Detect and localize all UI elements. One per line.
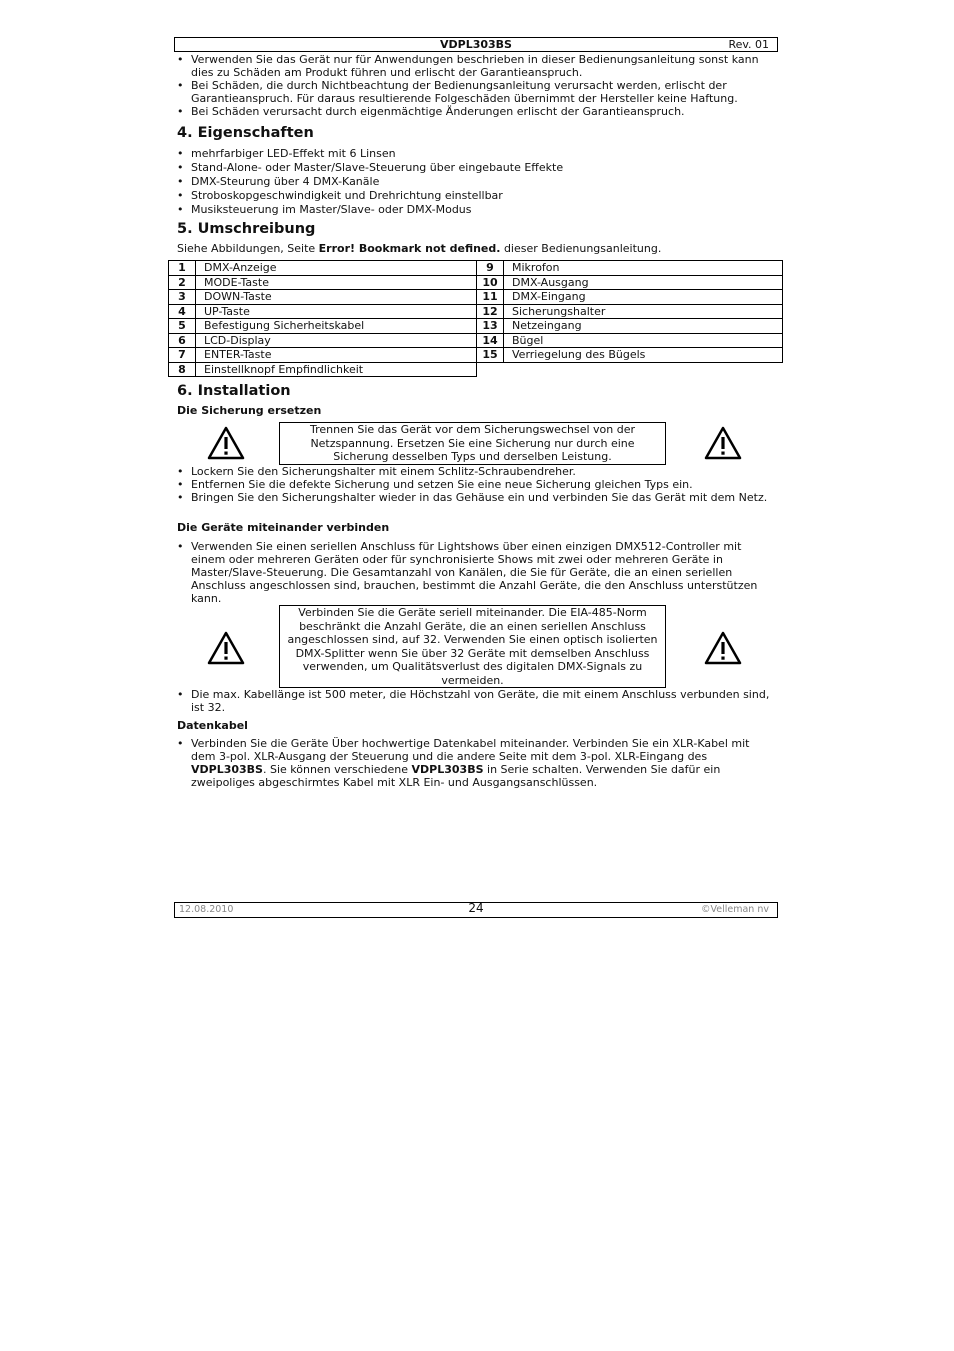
part-number: 7 (169, 348, 196, 363)
footer-date: 12.08.2010 (179, 904, 234, 915)
section-title: 5. Umschreibung (177, 221, 316, 237)
part-label: Befestigung Sicherheitskabel (196, 319, 477, 334)
table-row (477, 261, 783, 276)
list-item: • Bei Schäden, die durch Nichtbeachtung der Bedienungsanleitung verursacht werden, erlischt der Garantieanspruch. Für daraus resultierende Folgeschäden übernimmt der Hersteller keine Haftung. (177, 79, 777, 105)
part-label: DMX-Ausgang (504, 275, 783, 290)
list-item: • Verwenden Sie das Gerät nur für Anwendungen beschrieben in dieser Bedienungsanleitung sonst kann dies zu Schäden am Produkt führen und erlischt der Garantieanspruch. (177, 53, 777, 79)
list-item: • mehrfarbiger LED-Effekt mit 6 Linsen (177, 147, 777, 160)
table-row (169, 275, 477, 290)
list-item: • Stroboskopgeschwindigkeit und Drehrichtung einstellbar (177, 189, 777, 202)
page-number: 24 (468, 901, 484, 915)
part-number: 2 (169, 275, 196, 290)
text-span: in Serie schalten. Verwenden Sie dafür ein zweipoliges abgeschirmtes Kabel mit XLR Ein- und Ausgangsanschlüssen. (191, 763, 721, 789)
table-row (477, 290, 783, 305)
subsection-title: Datenkabel (177, 719, 248, 732)
list-item: • Bringen Sie den Sicherungshalter wieder in das Gehäuse ein und verbinden Sie das Gerät mit dem Netz. (177, 491, 777, 504)
part-number: 14 (477, 333, 504, 348)
part-label: Mikrofon (504, 261, 783, 276)
subsection-title: Die Sicherung ersetzen (177, 404, 322, 417)
warning-triangle-icon (207, 631, 245, 665)
part-label: DMX-Eingang (504, 290, 783, 305)
table-row (477, 304, 783, 319)
part-label: UP-Taste (196, 304, 477, 319)
bold-span: VDPL303BS (411, 763, 484, 776)
part-number: 15 (477, 348, 504, 363)
cable-list (177, 737, 777, 789)
part-number: 10 (477, 275, 504, 290)
text-span: . Sie können verschiedene (262, 763, 412, 776)
model-name: VDPL303BS (440, 38, 512, 51)
part-number: 9 (477, 261, 504, 276)
list-item: • Bei Schäden verursacht durch eigenmächtige Änderungen erlischt der Garantieanspruch. (177, 105, 777, 118)
table-row (477, 348, 783, 363)
connect-list-2 (177, 688, 777, 714)
parts-table-right (476, 260, 783, 363)
table-row (169, 304, 477, 319)
warning-box: Trennen Sie das Gerät vor dem Sicherungswechsel von der Netzspannung. Ersetzen Sie eine Sicherung nur durch eine Sicherung desselben Typs und derselben Leistung. (279, 422, 666, 465)
part-label: Netzeingang (504, 319, 783, 334)
fuse-steps-list (177, 465, 777, 504)
part-number: 12 (477, 304, 504, 319)
subsection-title: Die Geräte miteinander verbinden (177, 521, 390, 534)
table-row (169, 319, 477, 334)
list-item: • Die max. Kabellänge ist 500 meter, die Höchstzahl von Geräte, die mit einem Anschluss verbunden sind, ist 32. (177, 688, 777, 714)
table-row (477, 319, 783, 334)
part-number: 8 (169, 362, 196, 377)
part-number: 4 (169, 304, 196, 319)
part-number: 13 (477, 319, 504, 334)
part-label: Sicherungshalter (504, 304, 783, 319)
page-header (174, 37, 778, 52)
bold-span: Error! Bookmark not defined. (318, 242, 501, 255)
table-row (477, 333, 783, 348)
list-item: • Musiksteuerung im Master/Slave- oder DMX-Modus (177, 203, 777, 216)
warning-box: Verbinden Sie die Geräte seriell miteinander. Die EIA-485-Norm beschränkt die Anzahl Geräte, die an einen seriellen Anschluss angeschlossen sind, auf 32. Verwenden Sie einen optisch isolierten DMX-Splitter wenn Sie über 32 Geräte mit demselben Anschluss verwenden, um Qualitätsverlust des digitalen DMX-Signals zu vermeiden. (279, 605, 666, 688)
part-label: DOWN-Taste (196, 290, 477, 305)
part-label: MODE-Taste (196, 275, 477, 290)
text-span: dieser Bedienungsanleitung. (500, 242, 662, 255)
part-label: Bügel (504, 333, 783, 348)
part-number: 11 (477, 290, 504, 305)
table-row (169, 261, 477, 276)
page-footer (174, 902, 778, 918)
part-label: ENTER-Taste (196, 348, 477, 363)
footer-copyright: ©Velleman nv (701, 904, 769, 915)
part-label: Verriegelung des Bügels (504, 348, 783, 363)
warning-triangle-icon (207, 426, 245, 460)
section-title: 6. Installation (177, 383, 291, 399)
table-row (169, 333, 477, 348)
warning-triangle-icon (704, 426, 742, 460)
list-item: • Entfernen Sie die defekte Sicherung und setzen Sie eine neue Sicherung gleichen Typs ein. (177, 478, 777, 491)
warning-triangle-icon (704, 631, 742, 665)
list-item (177, 737, 777, 789)
list-item: • Verwenden Sie einen seriellen Anschluss für Lightshows über einen einzigen DMX512-Controller mit einem oder mehreren Geräten oder für synchronisierte Shows mit zwei oder mehreren Geräte in Master/Slave-Steuerung. Die Gesamtanzahl von Kanälen, die Sie für Geräte, die an einen seriellen Anschluss angeschlossen sind, brauchen, bestimmt die Anzahl Geräte, die den Anschluss unterstützen kann. (177, 540, 777, 605)
features-list (177, 147, 777, 216)
intro-list (177, 53, 777, 118)
revision: Rev. 01 (728, 38, 769, 51)
table-row (169, 362, 477, 377)
part-number: 5 (169, 319, 196, 334)
section-text (177, 242, 661, 256)
part-label: DMX-Anzeige (196, 261, 477, 276)
list-item: • Lockern Sie den Sicherungshalter mit einem Schlitz-Schraubendreher. (177, 465, 777, 478)
bold-span: VDPL303BS (191, 763, 263, 776)
table-row (477, 275, 783, 290)
part-number: 6 (169, 333, 196, 348)
text-span: Verbinden Sie die Geräte Über hochwertige Datenkabel miteinander. Verbinden Sie ein XLR-Kabel mit dem 3-pol. XLR-Ausgang der Steuerung und die andere Seite mit dem 3-pol. XLR-Eingang des (191, 737, 750, 763)
parts-table-left (168, 260, 477, 377)
section-title: 4. Eigenschaften (177, 125, 314, 141)
connect-list (177, 540, 777, 605)
part-number: 1 (169, 261, 196, 276)
part-label: Einstellknopf Empfindlichkeit (196, 362, 477, 377)
table-row (169, 290, 477, 305)
part-label: LCD-Display (196, 333, 477, 348)
part-number: 3 (169, 290, 196, 305)
text-span: Siehe Abbildungen, Seite (177, 242, 319, 255)
list-item: • Stand-Alone- oder Master/Slave-Steuerung über eingebaute Effekte (177, 161, 777, 174)
table-row (169, 348, 477, 363)
list-item: • DMX-Steurung über 4 DMX-Kanäle (177, 175, 777, 188)
